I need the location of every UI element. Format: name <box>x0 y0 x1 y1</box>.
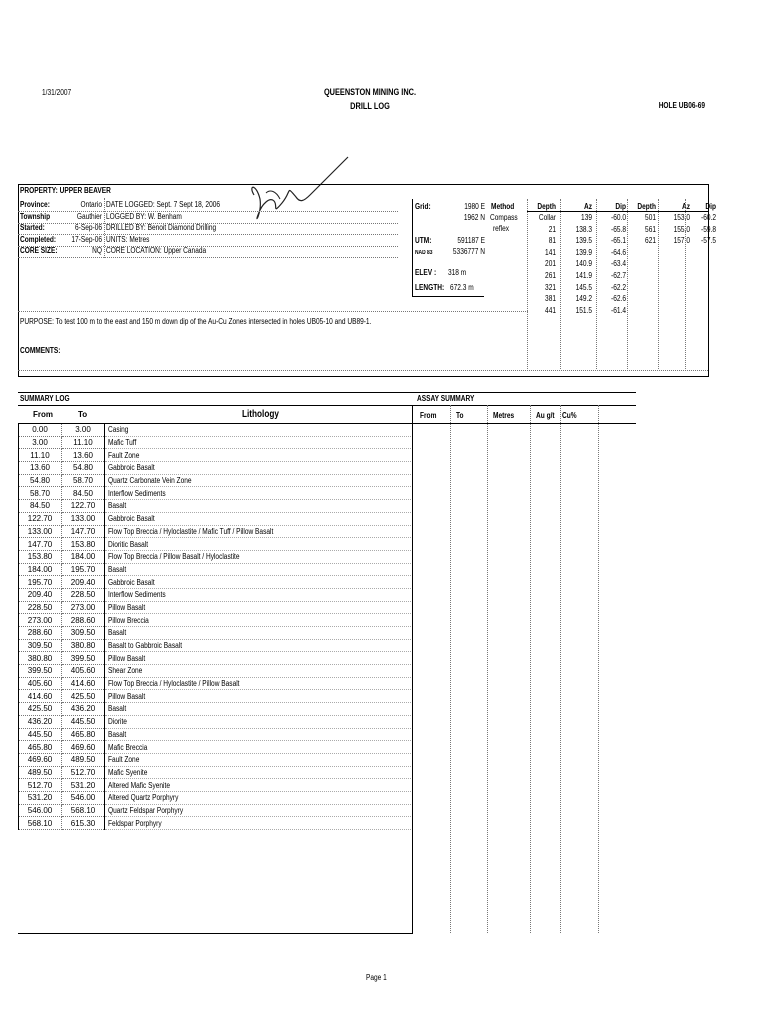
col-lithology-header: Lithology <box>242 409 279 420</box>
survey-col-divider <box>627 199 628 369</box>
summary-bottom <box>18 933 413 934</box>
assay-col-divider-5 <box>598 405 599 933</box>
row-to: 54.80 <box>62 462 105 475</box>
row-from: 399.50 <box>19 665 62 678</box>
survey-az-value: 138.3 <box>575 224 592 234</box>
table-row <box>19 627 414 640</box>
comments-rule <box>18 370 708 371</box>
row-lithology: Fault Zone <box>108 450 140 460</box>
row-to: 13.60 <box>62 449 105 462</box>
row-lithology: Mafic Tuff <box>108 438 137 448</box>
row-lithology: Shear Zone <box>108 666 143 676</box>
survey-col-divider <box>685 199 686 369</box>
property-value: NQ <box>92 246 102 255</box>
row-lithology: Fault Zone <box>108 755 140 765</box>
assay-col-divider-1 <box>450 405 451 933</box>
survey-az-value: 153.0 <box>673 213 690 222</box>
row-to: 546.00 <box>62 791 105 804</box>
survey-depth-value: 321 <box>545 282 556 292</box>
page-number: Page 1 <box>366 973 387 982</box>
survey-dip-value: -64.6 <box>611 247 626 257</box>
property-info: DATE LOGGED: Sept. 7 Sept 18, 2006 <box>106 200 221 209</box>
survey-dip-value: -57.5 <box>701 236 716 246</box>
company-name: QUEENSTON MINING INC. <box>323 87 417 97</box>
lithology-cell <box>105 563 414 576</box>
lithology-cell <box>105 715 414 728</box>
lithology-cell <box>105 614 414 627</box>
survey-dip-value: -62.2 <box>611 282 626 292</box>
assay-au-header: Au g/t <box>536 411 555 420</box>
survey-az-value: 151.5 <box>575 305 592 315</box>
survey-depth-value: 561 <box>645 224 656 234</box>
row-from: 546.00 <box>19 804 62 817</box>
survey-dip-value: -63.4 <box>611 259 626 269</box>
row-to: 195.70 <box>62 563 105 576</box>
row-from: 288.60 <box>19 627 62 640</box>
row-from: 489.50 <box>19 766 62 779</box>
lithology-cell <box>105 703 414 716</box>
lithology-cell <box>105 741 414 754</box>
row-lithology: Altered Quartz Porphyry <box>108 793 179 803</box>
row-lithology: Basalt <box>108 729 127 739</box>
survey-depth-value: 501 <box>645 213 656 222</box>
row-from: 209.40 <box>19 588 62 601</box>
length-label: LENGTH: <box>415 283 445 292</box>
survey-az-value: 139.5 <box>575 236 592 246</box>
frame-left <box>18 184 19 376</box>
row-lithology: Diorite <box>108 717 127 727</box>
row-to: 3.00 <box>62 424 105 436</box>
document-title: DRILL LOG <box>350 101 390 111</box>
row-to: 531.20 <box>62 779 105 792</box>
lithology-cell <box>105 500 414 513</box>
table-row <box>19 741 414 754</box>
col-from-header: From <box>33 410 53 419</box>
assay-cu-header: Cu% <box>562 411 577 420</box>
row-from: 469.60 <box>19 753 62 766</box>
method-label: Method <box>491 202 515 211</box>
survey-dip-value: -62.6 <box>611 294 626 304</box>
row-lithology: Flow Top Breccia / Pillow Basalt / Hyloclastite <box>108 552 240 562</box>
row-lithology: Pillow Basalt <box>108 653 146 663</box>
summary-rule-top <box>18 392 636 393</box>
row-from: 84.50 <box>19 500 62 513</box>
row-to: 122.70 <box>62 500 105 513</box>
survey-header-az: Az <box>681 202 690 211</box>
row-lithology: Basalt <box>108 704 127 714</box>
grid-label: Grid: <box>415 202 431 211</box>
print-date: 1/31/2007 <box>42 88 72 97</box>
survey-depth-value: 621 <box>645 236 656 246</box>
row-to: 84.50 <box>62 487 105 500</box>
lithology-cell <box>105 436 414 449</box>
row-lithology: Flow Top Breccia / Hyloclastite / Mafic Tuff / Pillow Basalt <box>108 526 274 536</box>
location-bottom <box>412 296 484 297</box>
row-from: 414.60 <box>19 690 62 703</box>
property-info: UNITS: Metres <box>106 234 150 244</box>
survey-header-dip: Dip <box>705 202 716 211</box>
row-from: 54.80 <box>19 474 62 487</box>
property-value: Ontario <box>80 200 102 209</box>
lithology-cell <box>105 576 414 589</box>
row-lithology: Mafic Syenite <box>108 767 148 777</box>
survey-header-depth: Depth <box>537 202 556 211</box>
row-to: 309.50 <box>62 627 105 640</box>
survey-depth-value: 201 <box>545 259 556 269</box>
row-to: 228.50 <box>62 588 105 601</box>
row-to: 425.50 <box>62 690 105 703</box>
row-from: 309.50 <box>19 639 62 652</box>
row-to: 273.00 <box>62 601 105 614</box>
property-value: 17-Sep-06 <box>71 234 102 244</box>
lithology-cell <box>105 462 414 475</box>
table-row <box>19 500 414 513</box>
assay-col-divider-3 <box>530 405 531 933</box>
property-value: Gauthier <box>76 211 102 221</box>
hole-id: HOLE UB06-69 <box>658 101 705 110</box>
method-value-2: reflex <box>493 224 510 233</box>
purpose-text: PURPOSE: To test 100 m to the east and 150 m down dip of the Au-Cu Zones intersected in holes UB05-10 and UB89-1. <box>20 317 372 326</box>
nad-label: NAD 83 <box>415 250 433 256</box>
table-row <box>19 601 414 614</box>
survey-az-value: 145.5 <box>575 282 592 292</box>
row-to: 469.60 <box>62 741 105 754</box>
row-to: 133.00 <box>62 512 105 525</box>
survey-depth-value: 141 <box>545 247 556 257</box>
survey-dip-value: -65.1 <box>611 236 626 246</box>
lithology-cell <box>105 817 414 830</box>
row-to: 489.50 <box>62 753 105 766</box>
row-from: 445.50 <box>19 728 62 741</box>
row-from: 568.10 <box>19 817 62 830</box>
row-from: 0.00 <box>19 424 62 436</box>
table-row <box>19 424 414 436</box>
property-row-rule <box>18 257 398 258</box>
utm-n: 5336777 N <box>452 247 485 256</box>
table-row <box>19 462 414 475</box>
method-value-1: Compass <box>490 213 518 222</box>
row-lithology: Altered Mafic Syenite <box>108 780 170 790</box>
survey-header-rule <box>527 211 709 212</box>
row-from: 425.50 <box>19 703 62 716</box>
row-lithology: Dioritic Basalt <box>108 539 149 549</box>
row-from: 122.70 <box>19 512 62 525</box>
lithology-cell <box>105 665 414 678</box>
length-value: 672.3 m <box>450 283 474 292</box>
purpose-rule-top <box>18 311 528 312</box>
row-lithology: Mafic Breccia <box>108 742 148 752</box>
elev-label: ELEV : <box>415 268 437 277</box>
row-lithology: Basalt <box>108 628 127 638</box>
lithology-cell <box>105 525 414 538</box>
survey-depth-value: 21 <box>548 224 556 234</box>
row-lithology: Feldspar Porphyry <box>108 818 162 828</box>
table-row <box>19 487 414 500</box>
survey-header-az: Az <box>583 202 592 211</box>
row-to: 399.50 <box>62 652 105 665</box>
lithology-cell <box>105 487 414 500</box>
survey-az-value: 149.2 <box>575 294 592 304</box>
property-value: 6-Sep-06 <box>75 223 102 232</box>
survey-col-divider <box>527 199 528 369</box>
property-info: DRILLED BY: Benoit Diamond Drilling <box>106 223 217 232</box>
lithology-cell <box>105 677 414 690</box>
row-from: 512.70 <box>19 779 62 792</box>
row-lithology: Gabbroic Basalt <box>108 463 155 473</box>
row-from: 13.60 <box>19 462 62 475</box>
table-row <box>19 791 414 804</box>
table-row <box>19 804 414 817</box>
survey-az-value: 140.9 <box>575 259 592 269</box>
survey-dip-value: -61.4 <box>611 305 626 315</box>
table-row <box>19 766 414 779</box>
row-from: 184.00 <box>19 563 62 576</box>
table-row <box>19 779 414 792</box>
survey-dip-value: -60.0 <box>611 213 626 222</box>
row-to: 184.00 <box>62 550 105 563</box>
table-row <box>19 715 414 728</box>
survey-dip-value: -60.2 <box>701 213 716 222</box>
lithology-cell <box>105 588 414 601</box>
lithology-cell <box>105 550 414 563</box>
survey-dip-value: -59.8 <box>701 224 716 234</box>
row-lithology: Interflow Sediments <box>108 590 166 600</box>
table-row <box>19 474 414 487</box>
table-row <box>19 538 414 551</box>
survey-depth-value: 261 <box>545 271 556 280</box>
row-from: 465.80 <box>19 741 62 754</box>
frame-top <box>18 184 709 185</box>
table-row <box>19 525 414 538</box>
assay-summary-title: ASSAY SUMMARY <box>417 394 475 403</box>
table-row <box>19 652 414 665</box>
col-to-header: To <box>78 410 88 419</box>
assay-from-header: From <box>420 411 437 420</box>
row-lithology: Basalt to Gabbroic Basalt <box>108 641 183 651</box>
row-lithology: Pillow Basalt <box>108 602 146 612</box>
row-lithology: Flow Top Breccia / Hyloclastite / Pillow Basalt <box>108 679 240 689</box>
row-lithology: Quartz Carbonate Vein Zone <box>108 476 192 486</box>
row-to: 58.70 <box>62 474 105 487</box>
row-from: 436.20 <box>19 715 62 728</box>
property-label: Started: <box>20 223 45 232</box>
lithology-cell <box>105 449 414 462</box>
comments-label: COMMENTS: <box>20 346 61 355</box>
table-row <box>19 703 414 716</box>
utm-e: 591187 E <box>457 236 485 245</box>
assay-col-divider-4 <box>560 405 561 933</box>
row-to: 512.70 <box>62 766 105 779</box>
row-to: 615.30 <box>62 817 105 830</box>
row-from: 147.70 <box>19 538 62 551</box>
frame-bottom <box>18 376 709 377</box>
row-to: 11.10 <box>62 436 105 449</box>
row-lithology: Casing <box>108 425 129 435</box>
row-from: 273.00 <box>19 614 62 627</box>
table-row <box>19 563 414 576</box>
lithology-cell <box>105 538 414 551</box>
row-to: 445.50 <box>62 715 105 728</box>
grid-n: 1962 N <box>463 213 485 222</box>
table-row <box>19 728 414 741</box>
property-info: CORE LOCATION: Upper Canada <box>106 246 207 255</box>
summary-log-title: SUMMARY LOG <box>20 394 70 403</box>
row-lithology: Basalt <box>108 501 127 511</box>
table-row <box>19 449 414 462</box>
lithology-cell <box>105 639 414 652</box>
row-from: 133.00 <box>19 525 62 538</box>
survey-col-divider <box>658 199 659 369</box>
grid-e: 1980 E <box>464 202 485 211</box>
table-row <box>19 665 414 678</box>
lithology-cell <box>105 474 414 487</box>
lithology-cell <box>105 779 414 792</box>
survey-az-value: 139.9 <box>575 247 592 257</box>
row-lithology: Gabbroic Basalt <box>108 514 155 524</box>
survey-depth-value: 381 <box>545 294 556 304</box>
row-from: 58.70 <box>19 487 62 500</box>
row-from: 3.00 <box>19 436 62 449</box>
lithology-cell <box>105 804 414 817</box>
lithology-cell <box>105 753 414 766</box>
table-row <box>19 436 414 449</box>
summary-header-top <box>18 405 636 406</box>
lithology-cell <box>105 728 414 741</box>
row-to: 414.60 <box>62 677 105 690</box>
row-from: 405.60 <box>19 677 62 690</box>
row-to: 147.70 <box>62 525 105 538</box>
assay-to-header: To <box>456 411 464 420</box>
row-lithology: Basalt <box>108 564 127 574</box>
table-row <box>19 614 414 627</box>
table-row <box>19 677 414 690</box>
assay-col-divider-2 <box>487 405 488 933</box>
survey-az-value: 139 <box>581 213 592 222</box>
row-from: 153.80 <box>19 550 62 563</box>
survey-az-value: 157.0 <box>673 236 690 246</box>
survey-header-dip: Dip <box>615 202 626 211</box>
property-title: PROPERTY: UPPER BEAVER <box>20 186 111 195</box>
row-from: 195.70 <box>19 576 62 589</box>
summary-log-table <box>18 424 413 830</box>
lithology-cell <box>105 627 414 640</box>
lithology-cell <box>105 791 414 804</box>
table-row <box>19 576 414 589</box>
table-row <box>19 512 414 525</box>
property-label: Completed: <box>20 234 57 244</box>
survey-header-depth: Depth <box>637 202 656 211</box>
table-row <box>19 639 414 652</box>
row-to: 405.60 <box>62 665 105 678</box>
lithology-cell <box>105 601 414 614</box>
survey-dip-value: -65.8 <box>611 224 626 234</box>
survey-az-value: 141.9 <box>575 271 592 280</box>
row-to: 209.40 <box>62 576 105 589</box>
survey-col-divider <box>596 199 597 369</box>
row-lithology: Pillow Breccia <box>108 615 149 625</box>
property-col-divider <box>104 198 105 258</box>
property-label: Province: <box>20 200 50 209</box>
survey-depth-value: 81 <box>548 236 556 246</box>
lithology-cell <box>105 424 414 436</box>
assay-metres-header: Metres <box>493 411 515 420</box>
property-label: Township <box>20 211 51 221</box>
lithology-cell <box>105 690 414 703</box>
assay-left-border <box>412 405 413 933</box>
location-left <box>412 199 413 296</box>
row-to: 465.80 <box>62 728 105 741</box>
table-row <box>19 690 414 703</box>
elev-value: 318 m <box>448 268 467 277</box>
survey-dip-value: -62.7 <box>611 271 626 280</box>
survey-depth-value: Collar <box>538 213 556 222</box>
row-from: 380.80 <box>19 652 62 665</box>
table-row <box>19 550 414 563</box>
table-row <box>19 588 414 601</box>
row-from: 11.10 <box>19 449 62 462</box>
survey-col-divider <box>560 199 561 369</box>
table-row <box>19 753 414 766</box>
row-to: 436.20 <box>62 703 105 716</box>
survey-depth-value: 441 <box>545 305 556 315</box>
row-to: 568.10 <box>62 804 105 817</box>
lithology-cell <box>105 512 414 525</box>
row-from: 228.50 <box>19 601 62 614</box>
row-to: 153.80 <box>62 538 105 551</box>
utm-label: UTM: <box>415 236 432 245</box>
lithology-cell <box>105 652 414 665</box>
property-label: CORE SIZE: <box>20 246 58 255</box>
row-lithology: Interflow Sediments <box>108 488 166 498</box>
lithology-cell <box>105 766 414 779</box>
row-lithology: Gabbroic Basalt <box>108 577 155 587</box>
property-info: LOGGED BY: W. Benham <box>106 211 182 221</box>
row-from: 531.20 <box>19 791 62 804</box>
row-to: 288.60 <box>62 614 105 627</box>
survey-az-value: 155.0 <box>673 224 690 234</box>
row-lithology: Quartz Feldspar Porphyry <box>108 805 184 815</box>
row-to: 380.80 <box>62 639 105 652</box>
table-row <box>19 817 414 830</box>
row-lithology: Pillow Basalt <box>108 691 146 701</box>
